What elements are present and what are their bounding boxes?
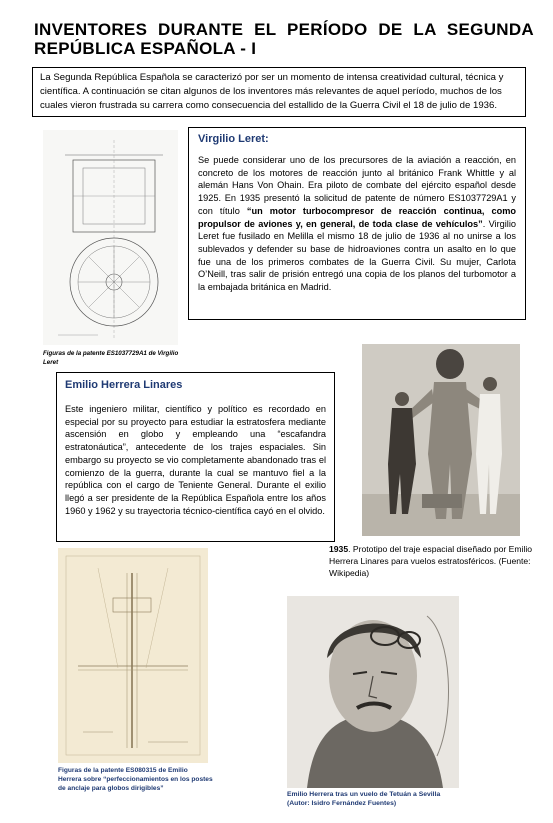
herrera-text: Este ingeniero militar, científico y político es recordado en especial por su proyecto para estudiar la estratosfera mediante ascensión en globo y empleando una “escafandra estratonáutica”, antecedente de los trajes espaciales. Sin embargo su proyecto se vio completamente abandonado tras el comienzo de la guerra, durante la cual se mantuvo fiel a la república con el cargo de Teniente General. Durante el exilio llegó a ser presidente de la República Española entre los años 1960 y 1962 y su trayectoria técnico-científica cayó en el olvido.	[65, 404, 326, 516]
herrera-patent-caption: Figuras de la patente ES080315 de Emilio Herrera sobre “perfeccionamientos en los postes de anclaje para globos dirigibles”	[58, 767, 213, 792]
title-line-1: INVENTORES DURANTE EL PERÍODO DE LA SEGUNDA	[34, 20, 534, 39]
herrera-heading: Emilio Herrera Linares	[65, 379, 183, 391]
leret-patent-figure	[43, 130, 178, 345]
herrera-box	[56, 372, 335, 542]
leret-patent-caption: Figuras de la patente ES1037729A1 de Virgilio Leret	[43, 350, 179, 366]
leret-heading: Virgilio Leret:	[198, 133, 269, 145]
leret-box	[188, 127, 526, 320]
portrait-caption: Emilio Herrera tras un vuelo de Tetuán a Sevilla (Autor: Isidro Fernández Fuentes)	[287, 791, 441, 807]
page-title	[34, 20, 534, 58]
title-line-2: REPÚBLICA ESPAÑOLA - I	[34, 39, 257, 58]
space-suit-photo	[362, 344, 520, 536]
intro-box: La Segunda República Española se caracterizó por ser un momento de intensa creatividad cultural, técnica y científica. A continuación se citan algunos de los inventores más relevantes de aquel período, muchos de los cuales vieron frustrada su carrera como consecuencia del estallido de la Guerra Civil el 18 de julio de 1936.	[32, 67, 526, 117]
herrera-patent-figure	[58, 548, 208, 763]
leret-text: Se puede considerar uno de los precursores de la aviación a reacción, en concreto de los motores de reacción junto al británico Frank Whittle y al alemán Hans Von Ohain. Era piloto de combate del ejército español desde 1925. En 1935 presentó la solicitud de patente de número ES1037729A1 y con título “un motor turbocompresor de reacción continua, como propulsor de aviones y, en general, de toda clase de vehículos”. Virgilio Leret fue fusilado en Melilla el mismo 18 de julio de 1936 al no unirse a los sublevados y defender su base de hidroaviones contra un asalto en lo que fue una de los primeros combates de la Guerra Civil. Su mujer, Carlota O’Neill, tras salir de prisión entregó una copia de los planos del turbomotor a la embajada británica en Madrid.	[198, 155, 516, 293]
space-suit-caption: 1935. Prototipo del traje espacial diseñado por Emilio Herrera Linares para vuelos estratosféricos. (Fuente: Wikipedia)	[329, 544, 533, 578]
herrera-portrait	[287, 596, 459, 788]
